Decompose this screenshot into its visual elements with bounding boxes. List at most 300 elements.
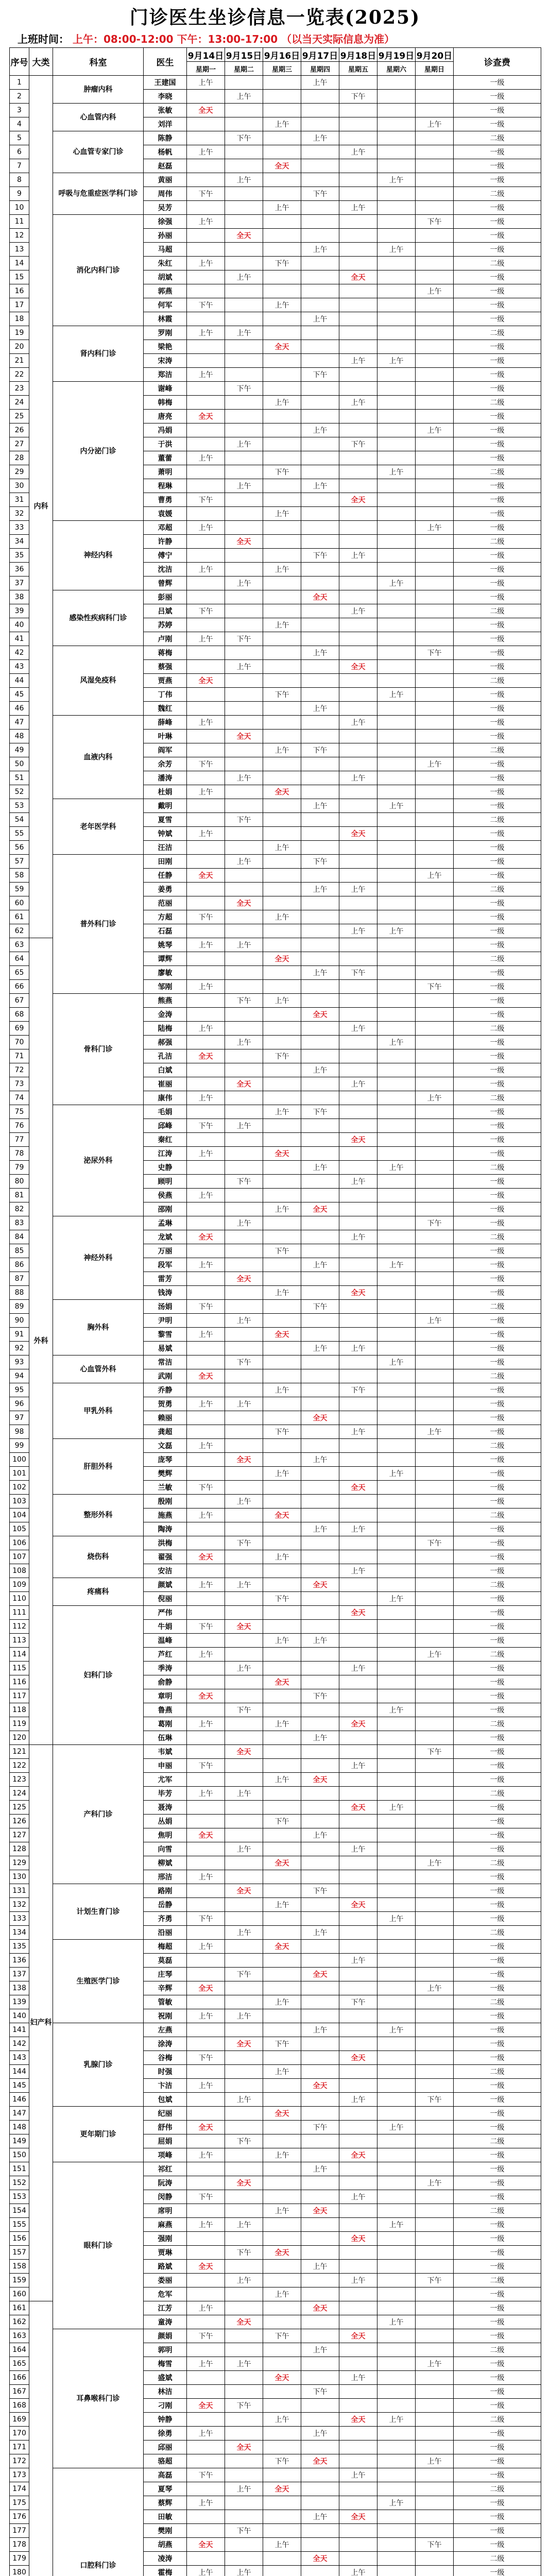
fee-level: 一级 xyxy=(454,1328,541,1342)
schedule-slot xyxy=(377,2079,416,2093)
schedule-slot xyxy=(301,924,339,938)
schedule-slot xyxy=(339,813,377,827)
schedule-slot xyxy=(187,2482,225,2496)
schedule-slot: 上午 xyxy=(225,1495,263,1509)
schedule-slot xyxy=(377,1828,416,1842)
doctor-name: 樊辉 xyxy=(144,1467,187,1481)
fee-level: 一级 xyxy=(454,1620,541,1634)
schedule-slot: 全天 xyxy=(225,1077,263,1091)
row-number: 147 xyxy=(10,2107,29,2121)
schedule-slot: 下午 xyxy=(416,2093,454,2107)
schedule-slot xyxy=(301,1509,339,1522)
schedule-slot: 上午 xyxy=(377,1258,416,1272)
schedule-slot: 上午 xyxy=(301,1522,339,1536)
schedule-slot: 上午 xyxy=(301,479,339,493)
row-number: 148 xyxy=(10,2121,29,2134)
schedule-slot: 上午 xyxy=(225,577,263,590)
schedule-slot xyxy=(301,1606,339,1620)
col-header-date: 9月18日 xyxy=(339,48,377,62)
schedule-slot: 上午 xyxy=(187,215,225,229)
schedule-slot xyxy=(187,1077,225,1091)
schedule-slot xyxy=(263,1787,301,1801)
schedule-slot xyxy=(225,104,263,117)
fee-level: 一级 xyxy=(454,1175,541,1189)
schedule-slot: 全天 xyxy=(301,590,339,604)
row-number: 65 xyxy=(10,966,29,980)
row-number: 46 xyxy=(10,702,29,716)
schedule-slot xyxy=(339,2218,377,2232)
department-cell: 神经内科 xyxy=(53,521,144,590)
schedule-slot xyxy=(225,2468,263,2482)
schedule-slot xyxy=(339,117,377,131)
schedule-slot xyxy=(263,2121,301,2134)
schedule-slot xyxy=(416,2566,454,2576)
schedule-slot xyxy=(301,827,339,841)
schedule-slot: 上午 xyxy=(377,1036,416,1049)
schedule-slot xyxy=(377,1425,416,1439)
department-cell: 内分泌门诊 xyxy=(53,382,144,521)
schedule-slot xyxy=(339,1745,377,1759)
schedule-slot xyxy=(187,646,225,660)
doctor-name: 钟斌 xyxy=(144,827,187,841)
schedule-slot: 全天 xyxy=(263,1147,301,1161)
schedule-slot xyxy=(187,1063,225,1077)
doctor-name: 段军 xyxy=(144,1258,187,1272)
schedule-slot xyxy=(263,1954,301,1968)
doctor-name: 薛峰 xyxy=(144,716,187,730)
row-number: 63 xyxy=(10,938,29,952)
department-cell: 乳腺门诊 xyxy=(53,2023,144,2107)
schedule-slot: 上午 xyxy=(225,479,263,493)
schedule-slot xyxy=(339,1634,377,1648)
doctor-name: 邱峰 xyxy=(144,1119,187,1133)
schedule-slot xyxy=(263,270,301,284)
row-number: 36 xyxy=(10,563,29,577)
row-number: 48 xyxy=(10,730,29,743)
schedule-slot xyxy=(416,270,454,284)
schedule-slot xyxy=(339,1244,377,1258)
schedule-slot: 上午 xyxy=(301,2023,339,2037)
schedule-slot xyxy=(416,1995,454,2009)
fee-level: 一级 xyxy=(454,1342,541,1355)
schedule-slot xyxy=(301,1397,339,1411)
row-number: 62 xyxy=(10,924,29,938)
doctor-name: 贺勇 xyxy=(144,1397,187,1411)
schedule-slot: 上午 xyxy=(339,354,377,368)
schedule-slot xyxy=(263,1022,301,1036)
schedule-slot xyxy=(263,1926,301,1940)
doctor-name: 时强 xyxy=(144,2065,187,2079)
department-cell: 心血管外科 xyxy=(53,1355,144,1383)
schedule-slot xyxy=(339,2482,377,2496)
schedule-slot xyxy=(339,1773,377,1787)
schedule-slot xyxy=(301,2232,339,2246)
col-header-weekday: 星期六 xyxy=(377,62,416,76)
schedule-slot xyxy=(416,2134,454,2148)
schedule-slot xyxy=(301,2093,339,2107)
fee-level: 二级 xyxy=(454,1300,541,1314)
row-number: 17 xyxy=(10,298,29,312)
doctor-name: 柳斌 xyxy=(144,1856,187,1870)
row-number: 131 xyxy=(10,1884,29,1898)
schedule-slot xyxy=(416,2107,454,2121)
schedule-slot: 上午 xyxy=(339,2371,377,2385)
doctor-name: 许静 xyxy=(144,535,187,549)
schedule-slot: 上午 xyxy=(187,257,225,270)
table-row xyxy=(10,1105,541,1119)
doctor-name: 高磊 xyxy=(144,2468,187,2482)
schedule-slot xyxy=(225,980,263,994)
schedule-slot xyxy=(377,2176,416,2190)
schedule-slot xyxy=(225,257,263,270)
schedule-slot xyxy=(301,215,339,229)
schedule-slot xyxy=(377,2329,416,2343)
schedule-slot xyxy=(301,451,339,465)
schedule-slot xyxy=(416,1133,454,1147)
schedule-slot xyxy=(377,2162,416,2176)
schedule-slot xyxy=(225,201,263,215)
schedule-slot xyxy=(187,1995,225,2009)
schedule-slot xyxy=(187,799,225,813)
schedule-slot xyxy=(225,1091,263,1105)
fee-level: 一级 xyxy=(454,1008,541,1022)
table-row xyxy=(10,1745,541,1759)
schedule-slot: 上午 xyxy=(187,1189,225,1202)
schedule-slot: 上午 xyxy=(339,145,377,159)
fee-level: 二级 xyxy=(454,2482,541,2496)
fee-level: 二级 xyxy=(454,1648,541,1662)
schedule-slot xyxy=(339,2496,377,2510)
schedule-slot xyxy=(263,437,301,451)
schedule-slot xyxy=(416,76,454,90)
schedule-slot xyxy=(377,2009,416,2023)
doctor-name: 杜娟 xyxy=(144,785,187,799)
row-number: 116 xyxy=(10,1675,29,1689)
schedule-slot xyxy=(187,382,225,396)
doctor-name: 龙斌 xyxy=(144,1230,187,1244)
schedule-slot xyxy=(416,2385,454,2399)
schedule-slot xyxy=(339,312,377,326)
schedule-slot xyxy=(416,1342,454,1355)
schedule-slot xyxy=(416,966,454,980)
schedule-slot: 上午 xyxy=(339,2274,377,2287)
schedule-slot xyxy=(263,326,301,340)
schedule-slot xyxy=(377,1105,416,1119)
schedule-slot xyxy=(339,855,377,869)
schedule-slot xyxy=(377,730,416,743)
schedule-slot: 全天 xyxy=(301,2079,339,2093)
row-number: 43 xyxy=(10,660,29,674)
schedule-slot: 上午 xyxy=(416,1648,454,1662)
schedule-slot: 上午 xyxy=(377,577,416,590)
row-number: 89 xyxy=(10,1300,29,1314)
schedule-slot: 下午 xyxy=(263,2329,301,2343)
schedule-slot xyxy=(416,1564,454,1578)
schedule-slot xyxy=(416,354,454,368)
schedule-slot xyxy=(377,2510,416,2524)
schedule-slot: 上午 xyxy=(339,1230,377,1244)
schedule-slot xyxy=(263,1495,301,1509)
schedule-slot: 上午 xyxy=(225,2482,263,2496)
schedule-slot: 下午 xyxy=(187,1119,225,1133)
fee-level: 一级 xyxy=(454,590,541,604)
schedule-slot xyxy=(416,298,454,312)
schedule-slot xyxy=(416,1453,454,1467)
fee-level: 二级 xyxy=(454,1022,541,1036)
fee-level: 一级 xyxy=(454,90,541,104)
doctor-name: 石磊 xyxy=(144,924,187,938)
col-header-weekday: 星期三 xyxy=(263,62,301,76)
schedule-slot xyxy=(225,312,263,326)
schedule-slot xyxy=(187,1105,225,1119)
fee-level: 一级 xyxy=(454,340,541,354)
schedule-slot xyxy=(377,966,416,980)
row-number: 98 xyxy=(10,1425,29,1439)
doctor-name: 倪丽 xyxy=(144,1592,187,1606)
schedule-slot xyxy=(377,1731,416,1745)
row-number: 60 xyxy=(10,896,29,910)
schedule-slot xyxy=(339,1620,377,1634)
schedule-slot xyxy=(187,2134,225,2148)
doctor-name: 彭丽 xyxy=(144,590,187,604)
schedule-slot xyxy=(377,1509,416,1522)
schedule-slot: 上午 xyxy=(377,799,416,813)
schedule-slot: 上午 xyxy=(377,243,416,257)
schedule-slot xyxy=(301,2468,339,2482)
doctor-name: 盛斌 xyxy=(144,2371,187,2385)
schedule-slot xyxy=(187,2524,225,2538)
schedule-slot xyxy=(225,2260,263,2274)
schedule-slot xyxy=(301,980,339,994)
schedule-slot xyxy=(416,1244,454,1258)
schedule-slot xyxy=(416,730,454,743)
doctor-name: 祝刚 xyxy=(144,2009,187,2023)
department-cell: 心血管专家门诊 xyxy=(53,131,144,173)
schedule-slot xyxy=(263,521,301,535)
schedule-slot: 上午 xyxy=(263,2065,301,2079)
schedule-slot: 全天 xyxy=(225,1453,263,1467)
schedule-slot xyxy=(225,354,263,368)
fee-level: 一级 xyxy=(454,2524,541,2538)
schedule-slot xyxy=(263,1133,301,1147)
schedule-slot xyxy=(263,2524,301,2538)
schedule-slot xyxy=(263,76,301,90)
schedule-slot xyxy=(263,1968,301,1981)
doctor-name: 毕芳 xyxy=(144,1787,187,1801)
schedule-slot: 全天 xyxy=(301,2454,339,2468)
schedule-slot xyxy=(377,2232,416,2246)
schedule-slot xyxy=(263,1828,301,1842)
schedule-slot xyxy=(301,771,339,785)
schedule-slot xyxy=(339,2399,377,2413)
row-number: 64 xyxy=(10,952,29,966)
schedule-slot: 上午 xyxy=(187,1717,225,1731)
schedule-slot xyxy=(301,1662,339,1675)
schedule-slot xyxy=(377,716,416,730)
schedule-slot: 全天 xyxy=(339,270,377,284)
schedule-slot xyxy=(416,1550,454,1564)
row-number: 30 xyxy=(10,479,29,493)
schedule-slot: 下午 xyxy=(339,90,377,104)
schedule-slot: 下午 xyxy=(225,382,263,396)
schedule-slot xyxy=(225,1675,263,1689)
doctor-name: 戴明 xyxy=(144,799,187,813)
doctor-name: 吴芳 xyxy=(144,201,187,215)
col-header-dept: 科室 xyxy=(53,48,144,76)
schedule-slot xyxy=(416,2371,454,2385)
schedule-slot xyxy=(187,730,225,743)
row-number: 144 xyxy=(10,2065,29,2079)
schedule-slot xyxy=(225,1689,263,1703)
fee-level: 一级 xyxy=(454,1564,541,1578)
schedule-slot xyxy=(225,145,263,159)
schedule-slot: 上午 xyxy=(225,2357,263,2371)
row-number: 18 xyxy=(10,312,29,326)
schedule-slot xyxy=(377,1328,416,1342)
doctor-name: 沈洁 xyxy=(144,563,187,577)
fee-level: 一级 xyxy=(454,2399,541,2413)
schedule-slot xyxy=(339,938,377,952)
schedule-slot xyxy=(225,1022,263,1036)
schedule-slot xyxy=(225,1550,263,1564)
schedule-slot: 上午 xyxy=(225,2218,263,2232)
doctor-name: 危军 xyxy=(144,2287,187,2301)
doctor-name: 宋涛 xyxy=(144,354,187,368)
schedule-slot xyxy=(416,1161,454,1175)
schedule-slot xyxy=(187,1314,225,1328)
schedule-slot xyxy=(416,1703,454,1717)
table-row xyxy=(10,2162,541,2176)
schedule-slot xyxy=(187,2274,225,2287)
schedule-slot xyxy=(377,312,416,326)
schedule-slot: 全天 xyxy=(187,1828,225,1842)
schedule-slot xyxy=(377,813,416,827)
fee-level: 一级 xyxy=(454,1467,541,1481)
schedule-slot: 上午 xyxy=(187,2009,225,2023)
fee-level: 一级 xyxy=(454,479,541,493)
schedule-slot xyxy=(416,1147,454,1161)
schedule-slot: 全天 xyxy=(301,1008,339,1022)
schedule-slot: 下午 xyxy=(187,187,225,201)
doctor-name: 屈娟 xyxy=(144,2134,187,2148)
row-number: 91 xyxy=(10,1328,29,1342)
schedule-slot xyxy=(225,2427,263,2441)
schedule-slot xyxy=(377,2134,416,2148)
schedule-slot: 全天 xyxy=(225,1620,263,1634)
schedule-slot xyxy=(377,2287,416,2301)
schedule-slot xyxy=(377,1787,416,1801)
row-number: 61 xyxy=(10,910,29,924)
department-cell: 眼科门诊 xyxy=(53,2162,144,2329)
schedule-slot xyxy=(225,1634,263,1648)
schedule-slot: 上午 xyxy=(339,1077,377,1091)
schedule-slot xyxy=(225,1063,263,1077)
doctor-name: 聂涛 xyxy=(144,1801,187,1815)
schedule-slot xyxy=(225,1828,263,1842)
schedule-slot xyxy=(263,312,301,326)
fee-level: 一级 xyxy=(454,2093,541,2107)
schedule-slot: 上午 xyxy=(301,1731,339,1745)
schedule-slot: 全天 xyxy=(263,2371,301,2385)
schedule-slot xyxy=(339,2427,377,2441)
fee-level: 一级 xyxy=(454,159,541,173)
schedule-slot: 上午 xyxy=(187,1091,225,1105)
schedule-slot: 上午 xyxy=(187,980,225,994)
table-row xyxy=(10,76,541,90)
doctor-name: 陆梅 xyxy=(144,1022,187,1036)
schedule-slot: 上午 xyxy=(377,2315,416,2329)
schedule-slot xyxy=(263,354,301,368)
department-cell: 骨科门诊 xyxy=(53,994,144,1105)
schedule-slot: 上午 xyxy=(263,1105,301,1119)
schedule-slot xyxy=(187,173,225,187)
schedule-slot: 上午 xyxy=(301,243,339,257)
schedule-slot xyxy=(301,270,339,284)
schedule-slot: 全天 xyxy=(263,2482,301,2496)
schedule-slot xyxy=(377,2385,416,2399)
schedule-slot xyxy=(301,382,339,396)
schedule-slot xyxy=(301,1286,339,1300)
schedule-slot xyxy=(416,1105,454,1119)
row-number: 100 xyxy=(10,1453,29,1467)
row-number: 32 xyxy=(10,507,29,521)
schedule-slot xyxy=(377,1244,416,1258)
schedule-slot xyxy=(263,604,301,618)
schedule-slot xyxy=(339,1509,377,1522)
schedule-slot: 上午 xyxy=(225,2274,263,2287)
schedule-slot xyxy=(225,1244,263,1258)
department-cell: 普外科门诊 xyxy=(53,855,144,994)
doctor-name: 纪丽 xyxy=(144,2107,187,2121)
schedule-slot xyxy=(339,257,377,270)
schedule-slot xyxy=(339,618,377,632)
schedule-slot xyxy=(339,1272,377,1286)
schedule-slot xyxy=(187,1564,225,1578)
fee-level: 一级 xyxy=(454,1731,541,1745)
schedule-slot: 上午 xyxy=(301,131,339,145)
fee-level: 一级 xyxy=(454,1077,541,1091)
schedule-slot: 上午 xyxy=(416,284,454,298)
schedule-slot xyxy=(187,1467,225,1481)
fee-level: 一级 xyxy=(454,521,541,535)
fee-level: 一级 xyxy=(454,1842,541,1856)
schedule-slot xyxy=(187,660,225,674)
schedule-slot xyxy=(416,173,454,187)
schedule-slot xyxy=(416,883,454,896)
schedule-slot: 上午 xyxy=(225,1926,263,1940)
doctor-name: 叶琳 xyxy=(144,730,187,743)
fee-level: 一级 xyxy=(454,577,541,590)
schedule-slot xyxy=(416,1467,454,1481)
schedule-slot xyxy=(187,1286,225,1300)
fee-level: 二级 xyxy=(454,1926,541,1940)
schedule-slot xyxy=(377,382,416,396)
schedule-slot xyxy=(263,90,301,104)
schedule-slot xyxy=(301,785,339,799)
schedule-slot xyxy=(225,465,263,479)
schedule-slot xyxy=(225,2162,263,2176)
row-number: 56 xyxy=(10,841,29,855)
schedule-slot: 下午 xyxy=(416,980,454,994)
fee-level: 一级 xyxy=(454,1189,541,1202)
schedule-slot: 上午 xyxy=(225,270,263,284)
schedule-slot xyxy=(339,368,377,382)
schedule-slot: 上午 xyxy=(225,437,263,451)
schedule-slot xyxy=(416,716,454,730)
fee-level: 二级 xyxy=(454,1787,541,1801)
schedule-slot xyxy=(187,229,225,243)
schedule-slot xyxy=(301,1244,339,1258)
